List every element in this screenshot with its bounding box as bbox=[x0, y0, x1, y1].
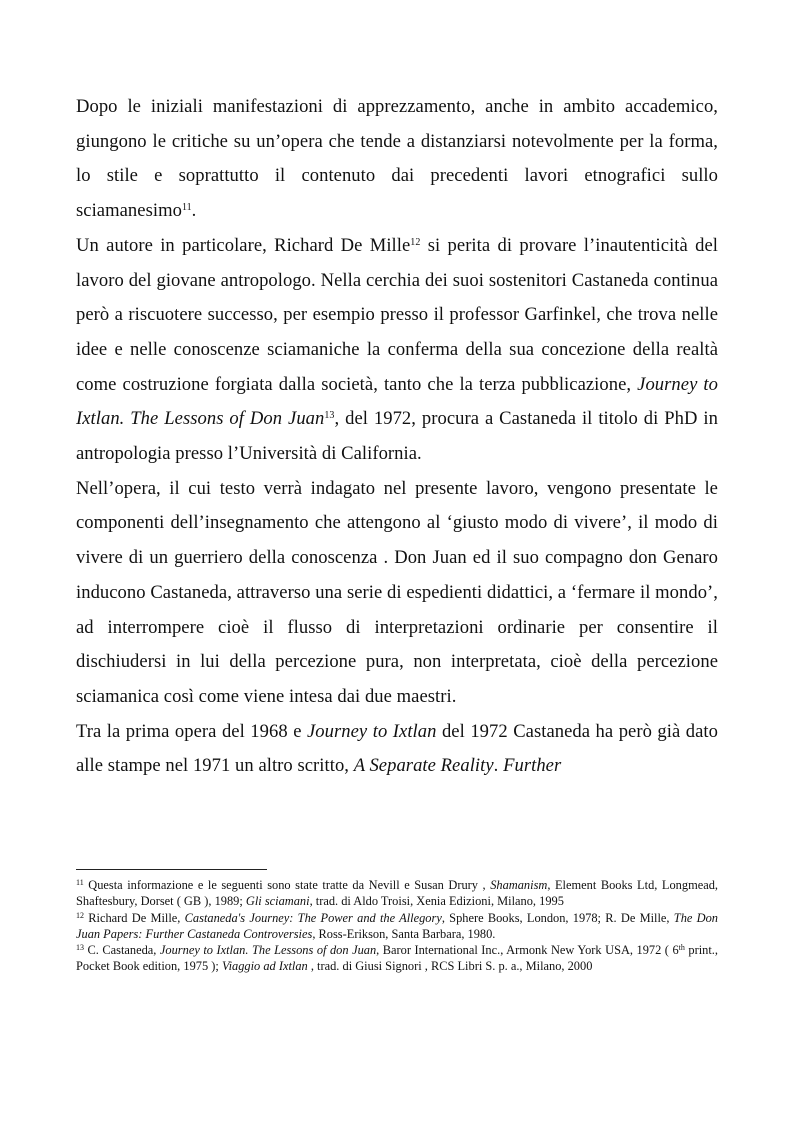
italic-title: Viaggio ad Ixtlan bbox=[221, 959, 308, 974]
text-run: print., Pocket Book edition, 1975 ); bbox=[76, 943, 718, 974]
paragraph bbox=[76, 715, 718, 784]
text-run: , Element Books Ltd, Longmead, Shaftesbury, Dorset ( GB ), 1989; bbox=[76, 878, 718, 909]
footnote bbox=[76, 942, 718, 975]
italic-title: Further bbox=[503, 755, 562, 777]
italic-title: A Separate Reality bbox=[353, 755, 494, 777]
text-run: . bbox=[191, 200, 197, 222]
text-run: . bbox=[493, 755, 504, 777]
italic-title: Shamanism bbox=[490, 878, 548, 892]
italic-title: Gli sciamani bbox=[245, 894, 310, 909]
text-run: , trad. di Aldo Troisi, Xenia Edizioni, Milano, 1995 bbox=[309, 894, 564, 909]
text-run: Tra la prima opera del 1968 e bbox=[76, 720, 307, 742]
text-run: , Baror International Inc., Armonk New York USA, 1972 ( 6 bbox=[376, 943, 679, 958]
text-run: , del 1972, procura a Castaneda il titolo di PhD in antropologia presso l’Università di California. bbox=[76, 408, 718, 465]
paragraph bbox=[76, 229, 718, 472]
text-run: Richard De Mille, bbox=[84, 910, 185, 925]
italic-title: The Don Juan Papers: Further Castaneda Controversies bbox=[76, 910, 718, 941]
note-reference: 13 bbox=[324, 410, 335, 422]
footnotes bbox=[76, 877, 718, 975]
text-run: , Sphere Books, London, 1978; R. De Mille, bbox=[441, 910, 674, 925]
note-reference: 12 bbox=[76, 910, 84, 920]
body-text bbox=[76, 90, 718, 784]
note-reference: th bbox=[678, 943, 685, 953]
note-reference: 13 bbox=[76, 943, 84, 953]
footnote-separator bbox=[76, 869, 267, 870]
note-reference: 11 bbox=[76, 878, 84, 887]
text-run: , Ross-Erikson, Santa Barbara, 1980. bbox=[312, 926, 496, 941]
text-run: si perita di provare l’inautenticità del lavoro del giovane antropologo. Nella cerchia dei suoi sostenitori Castaneda continua però a riscuotere successo, per esempio presso il professor Garfinkel, che trova nelle idee e nelle conoscenze sciamaniche la conferma della sua concezione della realtà come costruzione forgiata dalla società, tanto che la terza pubblicazione, bbox=[76, 234, 718, 395]
text-run: Questa informazione e le seguenti sono state tratte da Nevill e Susan Drury , bbox=[83, 878, 491, 892]
italic-title: Journey to Ixtlan. The Lessons of Don Juan bbox=[76, 373, 718, 430]
text-run: Un autore in particolare, Richard De Mille bbox=[76, 234, 411, 256]
text-run: Nell’opera, il cui testo verrà indagato nel presente lavoro, vengono presentate le componenti dell’insegnamento che attengono al ‘giusto modo di vivere’, il modo di vivere di un guerriero della conoscenza . Don Juan ed il suo compagno don Genaro inducono Castaneda, attraverso una serie di espedienti didattici, a ‘fermare il mondo’, ad interrompere cioè il flusso di interpretazioni ordinarie per consentire il dischiudersi in lui della percezione pura, non interpretata, cioè della percezione sciamanica così come viene intesa dai due maestri. bbox=[76, 477, 718, 707]
text-run: Dopo le iniziali manifestazioni di apprezzamento, anche in ambito accademico, giungono le critiche su un’opera che tende a distanziarsi notevolmente per la forma, lo stile e soprattutto il contenuto dai precedenti lavori etnografici sullo sciamanesimo bbox=[76, 96, 718, 222]
footnote bbox=[76, 910, 718, 943]
text-run: , trad. di Giusi Signori , RCS Libri S. p. a., Milano, 2000 bbox=[307, 959, 593, 974]
note-reference: 11 bbox=[181, 202, 192, 214]
italic-title: Journey to Ixtlan. The Lessons of don Juan bbox=[159, 943, 377, 958]
text-run: C. Castaneda, bbox=[84, 943, 160, 958]
paragraph bbox=[76, 472, 718, 715]
footnote bbox=[76, 877, 718, 910]
note-reference: 12 bbox=[410, 236, 421, 248]
paragraph bbox=[76, 90, 718, 229]
italic-title: Castaneda's Journey: The Power and the Allegory bbox=[184, 910, 442, 925]
text-run: del 1972 Castaneda ha però già dato alle stampe nel 1971 un altro scritto, bbox=[76, 720, 718, 777]
italic-title: Journey to Ixtlan bbox=[307, 720, 437, 742]
